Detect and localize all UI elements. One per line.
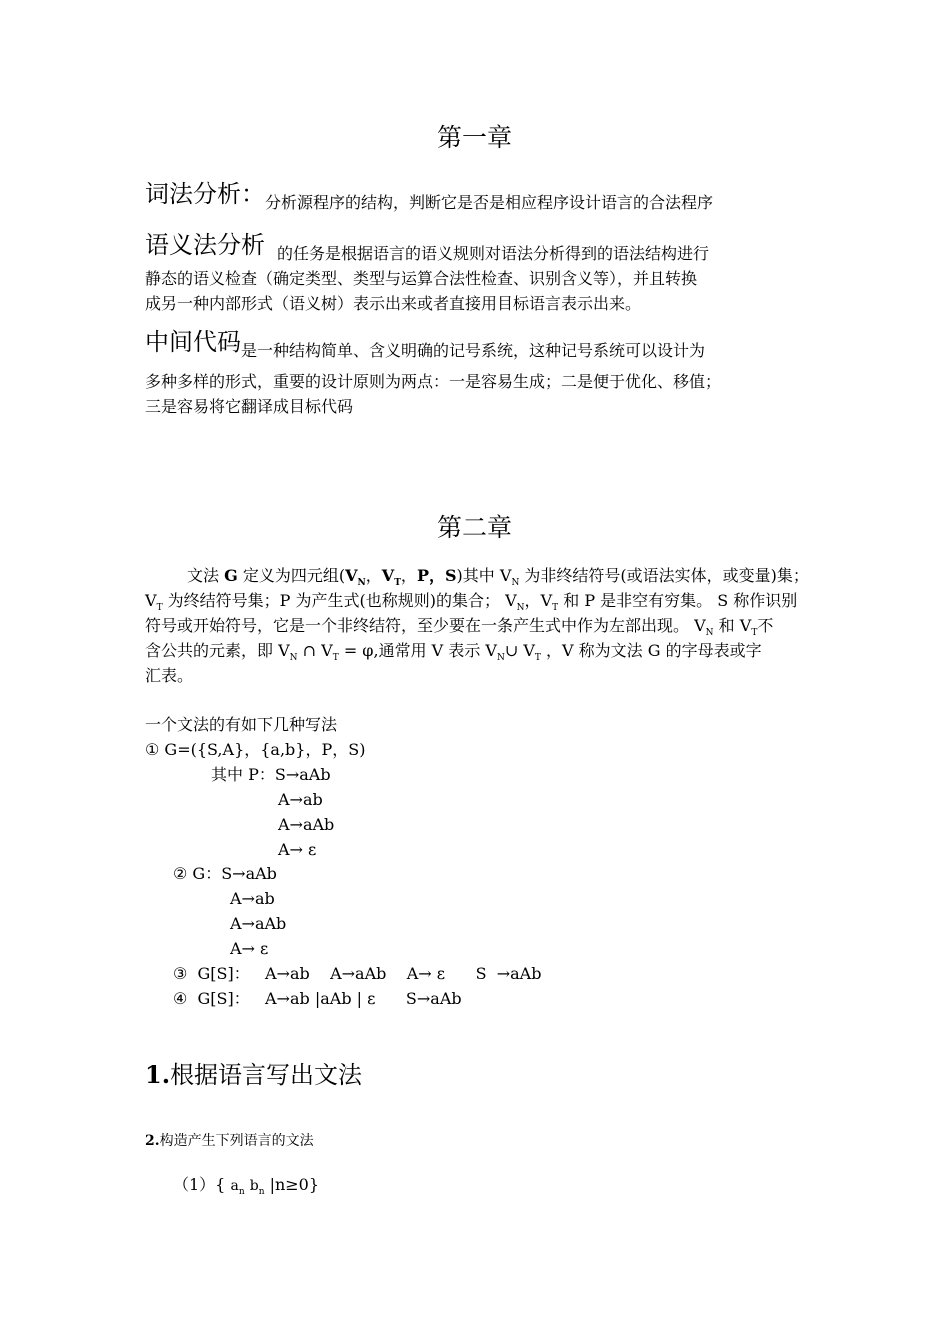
lexical-analysis-definition: 分析源程序的结构，判断它是否是相应程序设计语言的合法程序 [265,193,714,212]
section-2-heading [145,1130,314,1150]
term-semantic-analysis: 语义法分析 [145,231,265,259]
grammar-definition-line-1: 文法 G 定义为四元组($V_N$，$V_T$，P，S)其中 $V_N$ 为非终结符号(或语法实体，或变量)集； [187,566,809,588]
section-1-heading [145,1055,362,1090]
grammar-definition-line-3: 符号或开始符号，它是一个非终结符，至少要在一条产生式中作为左部出现。 $V_N$ 和 $V_T$不 [145,616,774,638]
form-1-production-1: 其中 P：S→aAb [211,765,331,784]
intermediate-code-text-1: 是一种结构简单、含义明确的记号系统，这种记号系统可以设计为 [241,341,706,360]
form-1-production-4: A→ ε [278,840,317,859]
intermediate-code-text-2: 多种多样的形式，重要的设计原则为两点：一是容易生成；二是便于优化、移值； [145,372,722,391]
language-item-1: （1）{ $a_n$ $b_n$ |n≥0} [173,1175,320,1197]
form-3: ③ G[S]： A→ab A→aAb A→ ε S →aAb [173,964,542,983]
grammar-definition-line-2: $V_T$ 为终结符号集；P 为产生式(也称规则)的集合； $V_N$，$V_T$ 和 P 是非空有穷集。 S 称作识别 [145,591,798,613]
lexical-analysis-line [145,174,714,212]
term-lexical-analysis: 词法分析： [145,180,265,208]
section-1-title: 根据语言写出文法 [170,1061,363,1089]
form-2-production-1: ② G：S→aAb [173,864,277,883]
form-4: ④ G[S]： A→ab |aAb | ε S→aAb [173,989,462,1008]
semantic-analysis-text-3: 成另一种内部形式（语义树）表示出来或者直接用目标语言表示出来。 [145,294,642,313]
section-1-number: 1. [145,1060,171,1089]
semantic-analysis-text-2: 静态的语义检查（确定类型、类型与运算合法性检查、识别含义等），并且转换 [145,269,698,288]
grammar-forms-intro: 一个文法的有如下几种写法 [145,715,338,734]
semantic-analysis-line-1 [145,225,710,263]
form-2-production-3: A→aAb [230,914,287,933]
form-2-production-2: A→ab [230,889,275,908]
chapter-2-title: 第二章 [437,513,513,542]
intermediate-code-text-3: 三是容易将它翻译成目标代码 [145,397,354,416]
grammar-definition-line-5: 汇表。 [145,666,194,685]
semantic-analysis-text-1: 的任务是根据语言的语义规则对语法分析得到的语法结构进行 [277,244,710,263]
form-1-production-2: A→ab [278,790,323,809]
section-2-number: 2. [145,1133,160,1149]
chapter-1-title: 第一章 [437,123,513,152]
grammar-definition-line-4: 含公共的元素，即 $V_N$ ∩ $V_T = \varphi$,通常用 V 表示 $V_N\cup$ $V_T$ ，V 称为文法 G 的字母表或字 [145,641,762,663]
term-intermediate-code: 中间代码 [145,328,241,356]
form-1-production-3: A→aAb [278,815,335,834]
form-2-production-4: A→ ε [230,939,269,958]
form-1-heading: ① G=({S,A}，{a,b}，P，S) [145,740,366,759]
intermediate-code-line-1 [145,322,706,360]
section-2-title: 构造产生下列语言的文法 [159,1133,314,1149]
